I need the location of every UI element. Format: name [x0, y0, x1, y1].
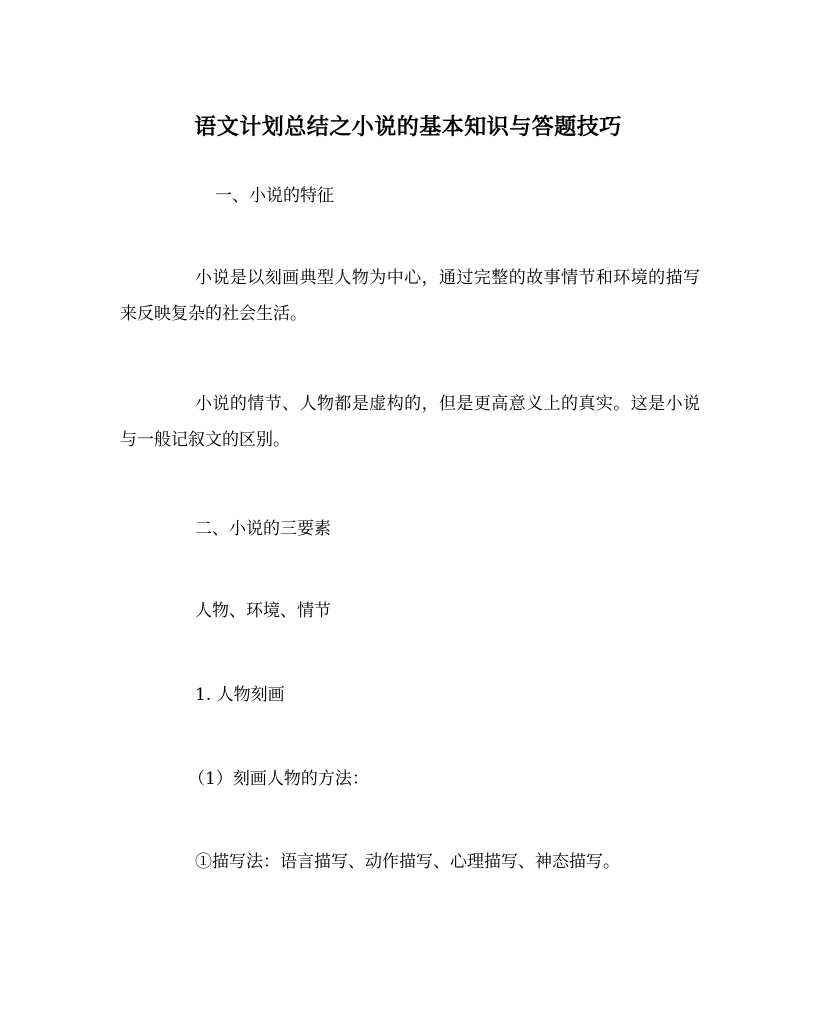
paragraph-fiction-truth: 小说的情节、人物都是虚构的，但是更高意义上的真实。这是小说与一般记叙文的区别。 [120, 394, 700, 450]
three-elements-list: 人物、环境、情节 [195, 601, 331, 621]
section-heading-features: 一、小说的特征 [215, 186, 334, 206]
method-description: ①描写法：语言描写、动作描写、心理描写、神态描写。 [195, 852, 620, 872]
subitem-heading-methods: （1）刻画人物的方法： [188, 769, 369, 789]
paragraph-definition: 小说是以刻画典型人物为中心，通过完整的故事情节和环境的描写来反映复杂的社会生活。 [120, 268, 700, 324]
section-heading-three-elements: 二、小说的三要素 [195, 519, 331, 539]
document-title: 语文计划总结之小说的基本知识与答题技巧 [194, 114, 622, 140]
item-heading-character: 1. 人物刻画 [195, 685, 285, 705]
